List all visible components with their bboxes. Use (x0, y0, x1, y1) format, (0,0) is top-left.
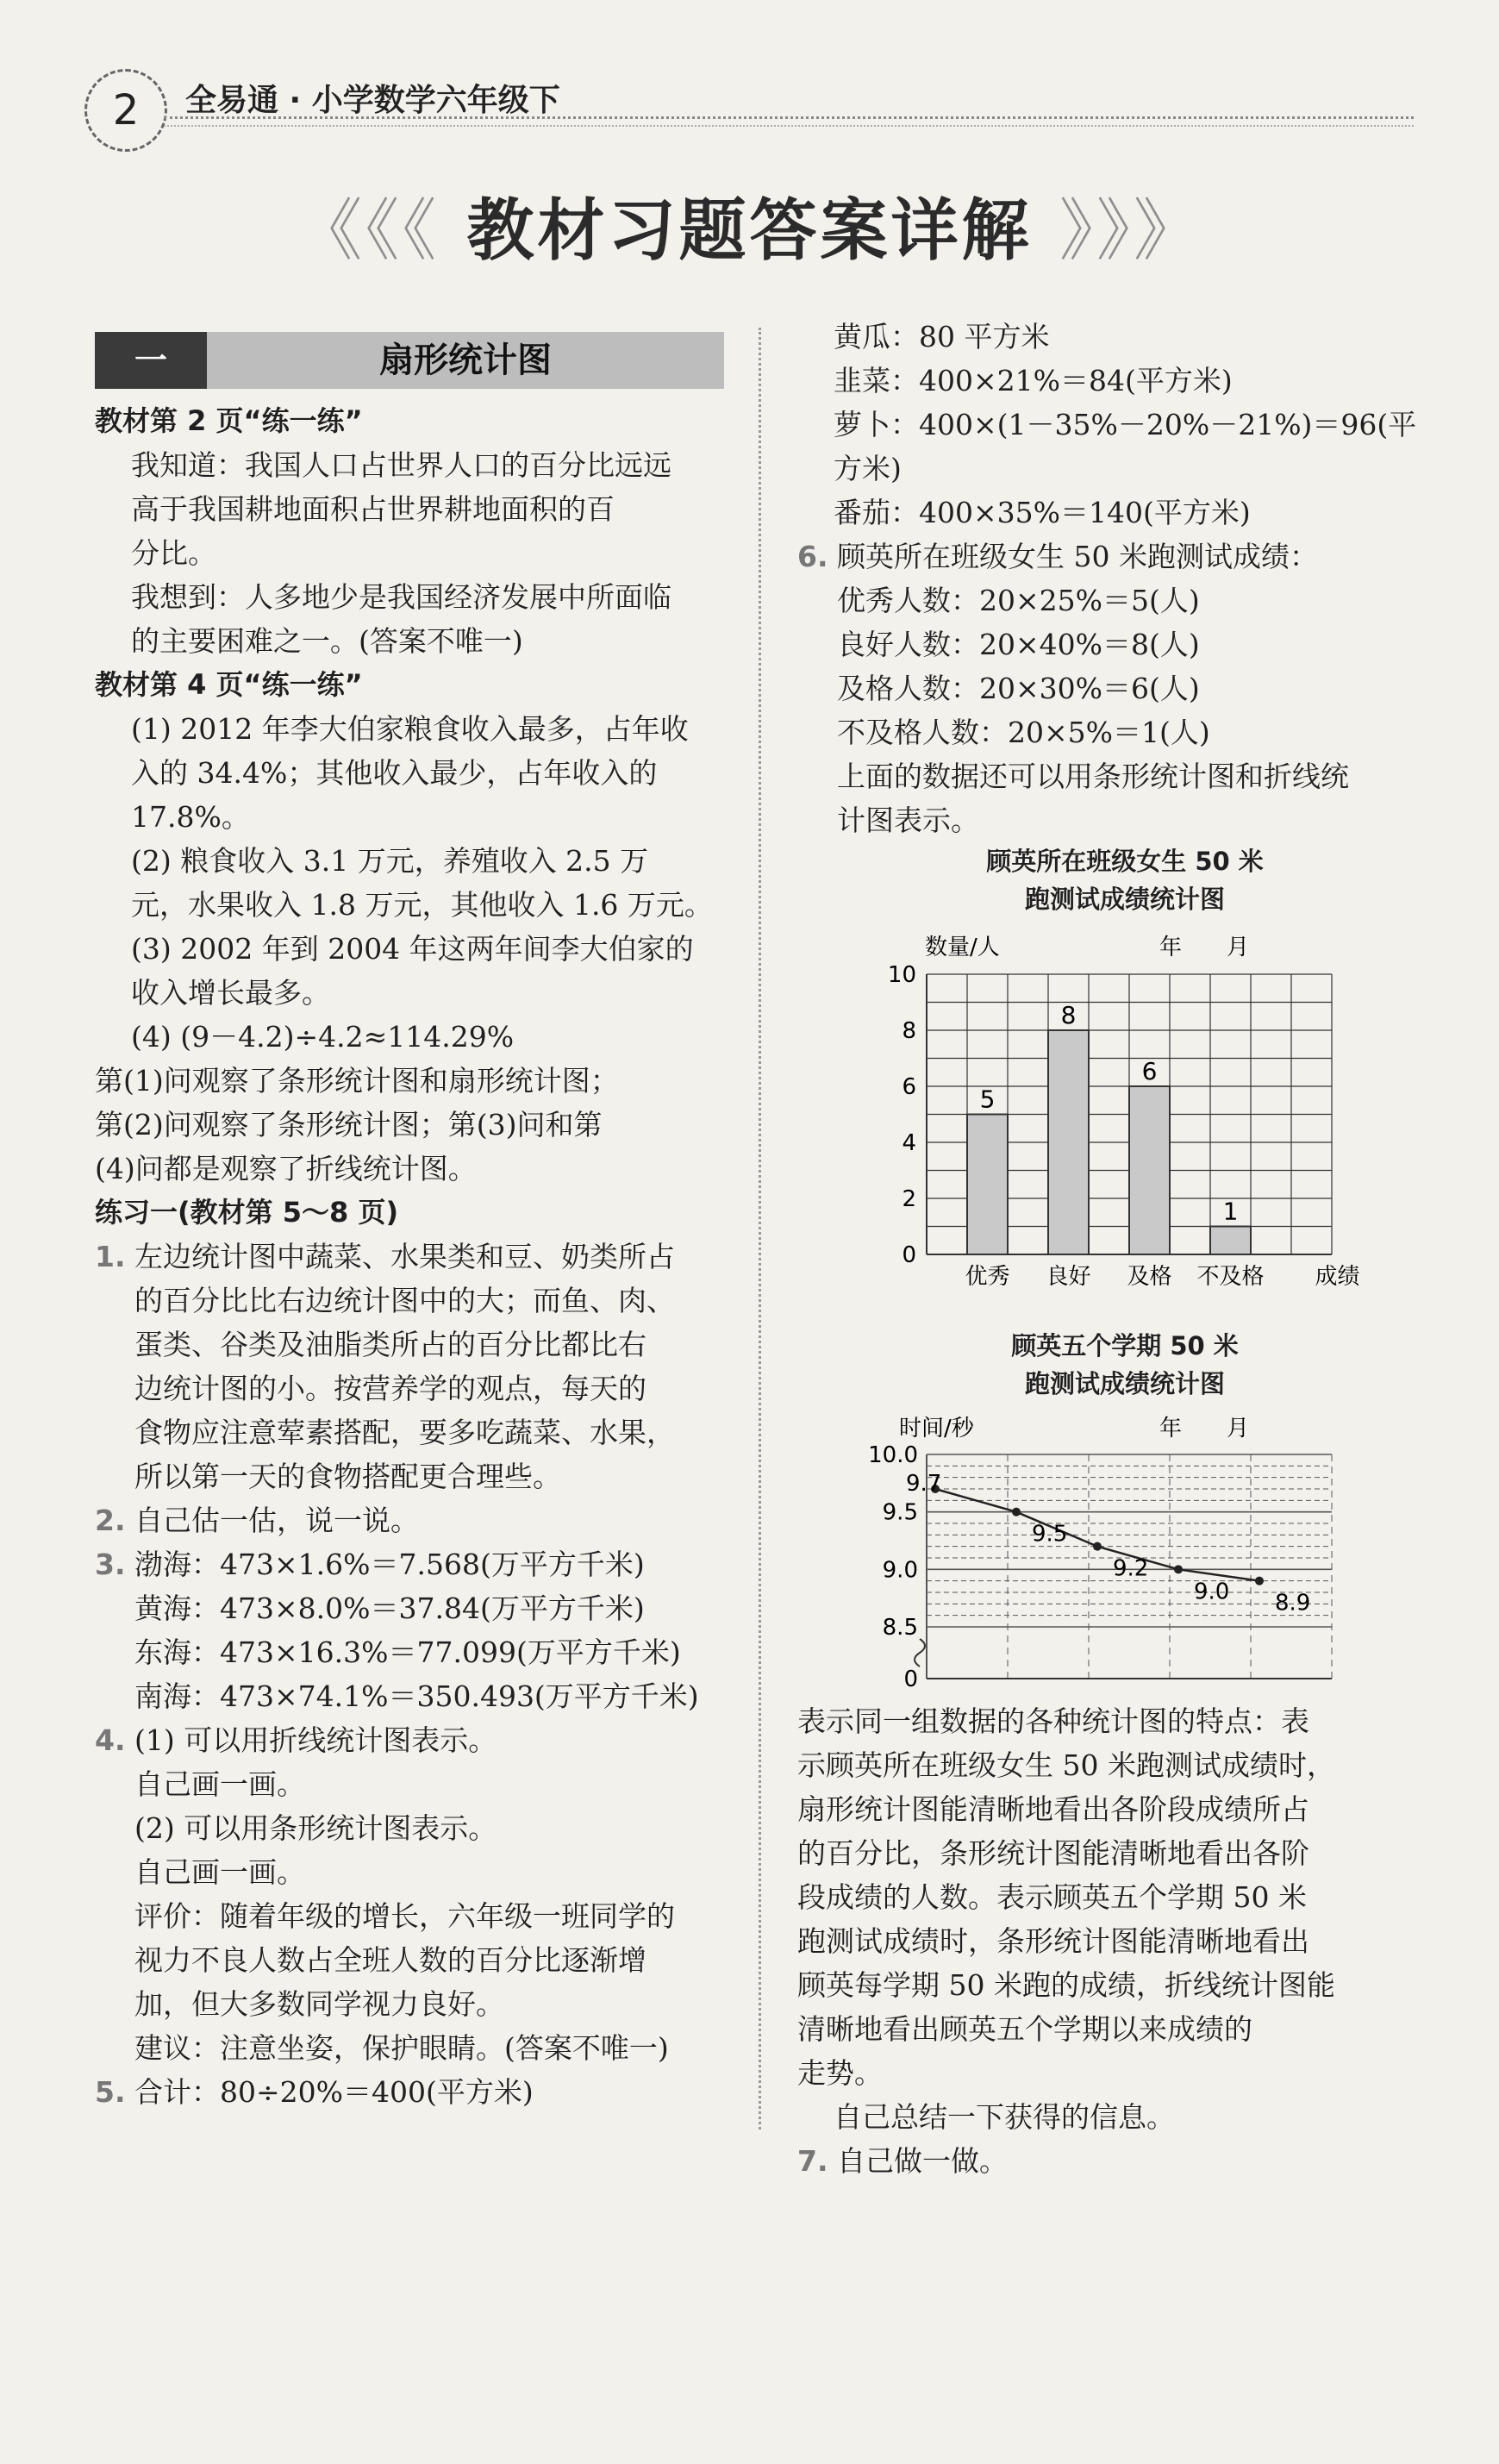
text-line: 顾英所在班级女生 50 米跑测试成绩： (837, 540, 1318, 573)
right-arrows-decoration: 》》》 (1059, 192, 1204, 270)
section-number: 一 (134, 341, 167, 379)
data-label: 9.5 (1032, 1521, 1068, 1548)
y-origin-label: 0 (903, 1667, 918, 1687)
text-line: 自己总结一下获得的信息。 (834, 2100, 1175, 2134)
text-line: 韭菜：400×21%＝84(平方米) (834, 364, 1233, 397)
y-tick-label: 4 (902, 1130, 916, 1156)
y-tick-label: 10.0 (868, 1442, 918, 1468)
bar-value-label: 6 (1141, 1057, 1158, 1085)
left-arrows-decoration: 《《《 (295, 192, 440, 270)
exercise-item-6 (797, 535, 1435, 842)
bar (1210, 1227, 1251, 1255)
p4-answer (95, 707, 733, 1059)
text-line: 计图表示。 (837, 804, 979, 837)
text-line: 东海：473×16.3%＝77.099(万平方千米) (134, 1635, 681, 1669)
text-line: 清晰地看出顾英五个学期以来成绩的 (797, 2012, 1252, 2046)
date-label: 年 月 (1159, 1416, 1250, 1442)
exercise-item-2 (95, 1498, 733, 1542)
text-line: 元，水果收入 1.8 万元，其他收入 1.6 万元。 (131, 888, 713, 922)
text-line: 上面的数据还可以用条形统计图和折线统 (837, 760, 1349, 793)
text-line: 第(1)问观察了条形统计图和扇形统计图； (95, 1064, 619, 1098)
exercise-heading: 练习一(教材第 5～8 页) (95, 1196, 399, 1229)
exercise-item-5 (95, 2070, 733, 2114)
bar-chart-title (884, 842, 1366, 918)
text-line: 良好人数：20×40%＝8(人) (837, 628, 1200, 661)
y-tick-label: 8 (902, 1018, 916, 1044)
text-line: 的主要困难之一。(答案不唯一) (131, 624, 523, 658)
bar-chart-title-line: 顾英所在班级女生 50 米 (986, 847, 1264, 876)
text-line: 萝卜：400×(1－35%－20%－21%)＝96(平方米) (834, 408, 1417, 485)
text-line: 表示同一组数据的各种统计图的特点：表 (797, 1704, 1309, 1738)
line-chart-title (884, 1327, 1366, 1403)
section-title: 扇形统计图 (379, 340, 552, 380)
page-number: 2 (84, 69, 167, 152)
line-chart-title-line: 顾英五个学期 50 米 (1011, 1331, 1239, 1360)
bar-chart (797, 918, 1435, 1315)
text-line: (1) 可以用折线统计图表示。 (134, 1723, 497, 1757)
right-column (797, 320, 1435, 2183)
text-line: 黄瓜：80 平方米 (834, 320, 1050, 353)
bar-value-label: 5 (979, 1085, 996, 1114)
y-tick-label: 6 (902, 1074, 916, 1100)
text-line: 加，但大多数同学视力良好。 (134, 1987, 504, 2021)
bar-value-label: 1 (1222, 1197, 1239, 1226)
text-line: (3) 2002 年到 2004 年这两年间李大伯家的 (131, 932, 694, 966)
y-axis-label: 时间/秒 (899, 1416, 974, 1442)
text-line: 黄海：473×8.0%＝37.84(万平方千米) (134, 1592, 645, 1625)
text-line: (4)问都是观察了折线统计图。 (95, 1152, 477, 1185)
text-line: 顾英每学期 50 米跑的成绩，折线统计图能 (797, 1968, 1335, 2002)
line-chart (797, 1403, 1435, 1687)
data-point (1255, 1577, 1264, 1585)
y-tick-label: 8.5 (882, 1615, 918, 1641)
text-line: 及格人数：20×30%＝6(人) (837, 672, 1200, 705)
exercise-item-3 (95, 1542, 733, 1718)
x-tick-label: 优秀 (965, 1264, 1010, 1290)
text-line: 评价：随着年级的增长，六年级一班同学的 (134, 1899, 675, 1933)
text-line: 不及格人数：20×5%＝1(人) (837, 716, 1210, 749)
text-line: 第(2)问观察了条形统计图；第(3)问和第 (95, 1108, 603, 1141)
exercise-item-4 (95, 1718, 733, 2070)
text-line: 左边统计图中蔬菜、水果类和豆、奶类所占 (134, 1240, 675, 1273)
bar (1129, 1086, 1170, 1254)
section-header (95, 332, 724, 389)
bar-value-label: 8 (1060, 1001, 1077, 1029)
header-divider-secondary (164, 125, 1414, 127)
data-label: 8.9 (1275, 1590, 1311, 1617)
data-point (1012, 1508, 1021, 1517)
item-number: 4. (95, 1723, 126, 1757)
y-axis-label: 数量/人 (925, 935, 1000, 960)
data-label: 9.7 (906, 1471, 942, 1497)
text-line: 蛋类、谷类及油脂类所占的百分比都比右 (134, 1328, 646, 1361)
text-line: 的百分比，条形统计图能清晰地看出各阶 (797, 1836, 1309, 1870)
y-tick-label: 0 (902, 1242, 916, 1268)
column-divider (759, 328, 761, 2129)
date-label: 年 月 (1159, 935, 1250, 960)
page-title (0, 177, 1499, 273)
x-tick-label: 及格 (1127, 1264, 1172, 1290)
data-point (1174, 1565, 1183, 1573)
header-divider (164, 116, 1414, 119)
text-line: 自己做一做。 (837, 2144, 1008, 2178)
text-line: 我知道：我国人口占世界人口的百分比远远 (131, 448, 671, 482)
text-line: 食物应注意荤素搭配，要多吃蔬菜、水果， (134, 1416, 675, 1449)
p4-note (95, 1059, 733, 1191)
item5-continued (797, 315, 1435, 535)
axis-break-mark (915, 1639, 925, 1667)
text-line: (2) 粮食收入 3.1 万元，养殖收入 2.5 万 (131, 844, 649, 878)
exercise-item-7 (797, 2139, 1435, 2183)
text-line: 自己画一画。 (134, 1855, 305, 1889)
y-tick-label: 9.0 (882, 1557, 918, 1584)
p2-heading: 教材第 2 页“练一练” (95, 404, 363, 437)
item-number: 6. (797, 540, 828, 573)
page-header (0, 0, 1499, 164)
text-line: 南海：473×74.1%＝350.493(万平方千米) (134, 1679, 699, 1713)
item-number: 5. (95, 2075, 126, 2109)
text-line: 合计：80÷20%＝400(平方米) (134, 2075, 534, 2109)
left-column (95, 332, 733, 2114)
data-label: 9.2 (1113, 1555, 1149, 1582)
page-title-text: 教材习题答案详解 (466, 192, 1033, 270)
bar-chart-title-line: 跑测试成绩统计图 (1024, 885, 1225, 914)
text-line: 建议：注意坐姿，保护眼睛。(答案不唯一) (134, 2031, 669, 2065)
text-line: (2) 可以用条形统计图表示。 (134, 1811, 497, 1845)
p2-answer (95, 443, 733, 663)
chart-summary (797, 1699, 1435, 2139)
x-tick-label: 良好 (1046, 1264, 1091, 1290)
book-title: 全易通 · 小学数学六年级下 (185, 83, 560, 118)
text-line: 所以第一天的食物搭配更合理些。 (134, 1460, 561, 1493)
y-tick-label: 2 (902, 1186, 916, 1212)
item-number: 1. (95, 1240, 126, 1273)
text-line: 高于我国耕地面积占世界耕地面积的百 (131, 492, 615, 526)
text-line: 番茄：400×35%＝140(平方米) (834, 496, 1251, 529)
y-tick-label: 10 (887, 962, 916, 988)
text-line: 入的 34.4%；其他收入最少，占年收入的 (131, 756, 658, 790)
bar (1048, 1030, 1089, 1254)
text-line: 段成绩的人数。表示顾英五个学期 50 米 (797, 1880, 1307, 1914)
text-line: 扇形统计图能清晰地看出各阶段成绩所占 (797, 1792, 1309, 1826)
item-number: 2. (95, 1504, 126, 1537)
text-line: 视力不良人数占全班人数的百分比逐渐增 (134, 1943, 646, 1977)
text-line: 分比。 (131, 536, 216, 570)
exercise-item-1 (95, 1235, 733, 1498)
text-line: 的百分比比右边统计图中的大；而鱼、肉、 (134, 1284, 675, 1317)
line-chart-title-line: 跑测试成绩统计图 (1024, 1369, 1225, 1398)
text-line: 走势。 (797, 2056, 883, 2090)
data-label: 9.0 (1194, 1579, 1230, 1605)
text-line: 我想到：人多地少是我国经济发展中所面临 (131, 580, 671, 614)
y-tick-label: 9.5 (882, 1499, 918, 1526)
text-line: 17.8%。 (131, 800, 250, 834)
x-axis-end-label: 成绩 (1315, 1264, 1360, 1290)
series-line (935, 1489, 1259, 1581)
text-line: 示顾英所在班级女生 50 米跑测试成绩时， (797, 1748, 1335, 1782)
text-line: 收入增长最多。 (131, 976, 330, 1010)
x-tick-label: 不及格 (1196, 1264, 1265, 1290)
bar (967, 1115, 1008, 1255)
text-line: (1) 2012 年李大伯家粮食收入最多，占年收 (131, 712, 689, 746)
p4-heading: 教材第 4 页“练一练” (95, 668, 363, 701)
text-line: 优秀人数：20×25%＝5(人) (837, 584, 1200, 617)
text-line: 渤海：473×1.6%＝7.568(万平方千米) (134, 1548, 645, 1581)
text-line: 自己估一估，说一说。 (134, 1504, 419, 1537)
text-line: 跑测试成绩时，条形统计图能清晰地看出 (797, 1924, 1309, 1958)
data-point (1093, 1542, 1102, 1551)
text-line: 边统计图的小。按营养学的观点，每天的 (134, 1372, 646, 1405)
item-number: 3. (95, 1548, 126, 1581)
item-number: 7. (797, 2144, 828, 2178)
text-line: 自己画一画。 (134, 1767, 305, 1801)
text-line: (4) (9－4.2)÷4.2≈114.29% (131, 1020, 515, 1054)
